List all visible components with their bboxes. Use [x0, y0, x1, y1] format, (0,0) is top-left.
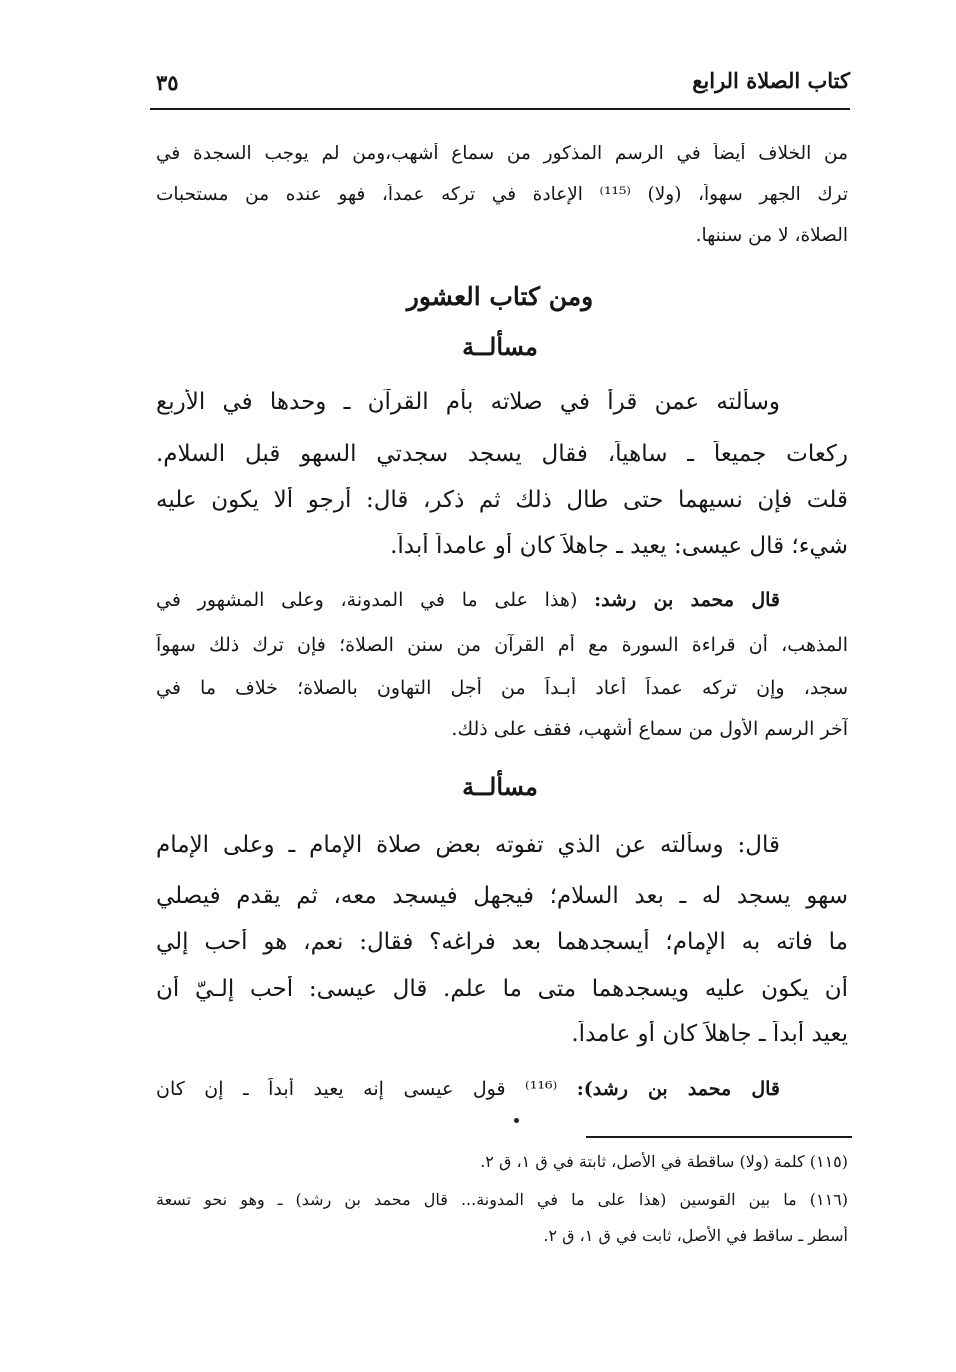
- footnote-rule: [586, 1136, 852, 1138]
- text-line: شيء؛ قال عيسى: يعيد ـ جاهلاً كان أو عامداً أبداً.: [390, 533, 848, 559]
- text-line: سجد، وإن تركه عمداً أعاد أبـداً من أجل التهاون بالصلاة؛ خلاف ما في: [156, 677, 848, 699]
- page-number: ٣٥: [156, 70, 179, 95]
- running-head: كتاب الصلاة الرابع: [692, 68, 850, 93]
- author-name: قال محمد بن رشد):: [576, 1078, 780, 1100]
- masala-heading: مسألــة: [462, 332, 538, 361]
- text-line: [156, 589, 780, 611]
- masala-heading: مسألــة: [462, 772, 538, 801]
- text-line: المذهب، أن قراءة السورة مع أم القرآن من سنن الصلاة؛ فإن ترك ذلك سهواً: [156, 634, 848, 656]
- text-line: وسألته عمن قرأ في صلاته بأم القرآن ـ وحدها في الأربع: [156, 389, 780, 415]
- text-line: ما فاته به الإمام؛ أيسجدهما بعد فراغه؟ فقال: نعم، هو أحب إلي: [156, 929, 848, 955]
- text-segment: ⁽¹¹⁶⁾ قول عيسى إنه يعيد أبداً ـ إن كان: [156, 1078, 577, 1100]
- text-line: آخر الرسم الأول من سماع أشهب، فقف على ذلك.: [451, 718, 848, 740]
- text-line: ترك الجهر سهواً، (ولا) ⁽¹¹⁵⁾ الإعادة في تركه عمداً، فهو عنده من مستحبات: [156, 184, 848, 205]
- footnote-line: (١١٦) ما بين القوسين (هذا على ما في المدونة... قال محمد بن رشد) ـ وهو نحو تسعة: [156, 1190, 848, 1209]
- text-line: [156, 1078, 780, 1100]
- text-line: أن يكون عليه ويسجدهما متى ما علم. قال عيسى: أحب إلـيّ أن: [156, 976, 848, 1002]
- text-line: قال: وسألته عن الذي تفوته بعض صلاة الإمام ـ وعلى الإمام: [156, 832, 780, 858]
- footnote-line: أسطر ـ ساقط في الأصل، ثابت في ق ١، ق ٢.: [543, 1226, 848, 1245]
- text-line: من الخلاف أيضاً في الرسم المذكور من سماع أشهب،ومن لم يوجب السجدة في: [156, 143, 848, 164]
- ink-dot: [514, 1118, 519, 1123]
- text-segment: (هذا على ما في المدونة، وعلى المشهور في: [156, 589, 595, 611]
- text-line: سهو يسجد له ـ بعد السلام؛ فيجهل فيسجد معه، ثم يقدم فيصلي: [156, 883, 848, 909]
- text-line: الصلاة، لا من سننها.: [695, 225, 848, 246]
- header-rule: [150, 108, 850, 110]
- text-line: يعيد أبداً ـ جاهلاً كان أو عامداً.: [571, 1021, 848, 1047]
- text-line: ركعات جميعاً ـ ساهياً، فقال يسجد سجدتي السهو قبل السلام.: [156, 441, 848, 467]
- footnote-line: (١١٥) كلمة (ولا) ساقطة في الأصل، ثابتة في ق ١، ق ٢.: [480, 1152, 848, 1171]
- page-header: [150, 68, 850, 108]
- text-line: قلت فإن نسيهما حتى طال ذلك ثم ذكر، قال: أرجو ألا يكون عليه: [156, 487, 848, 513]
- author-name: قال محمد بن رشد:: [594, 589, 780, 611]
- section-title: ومن كتاب العشور: [406, 282, 594, 311]
